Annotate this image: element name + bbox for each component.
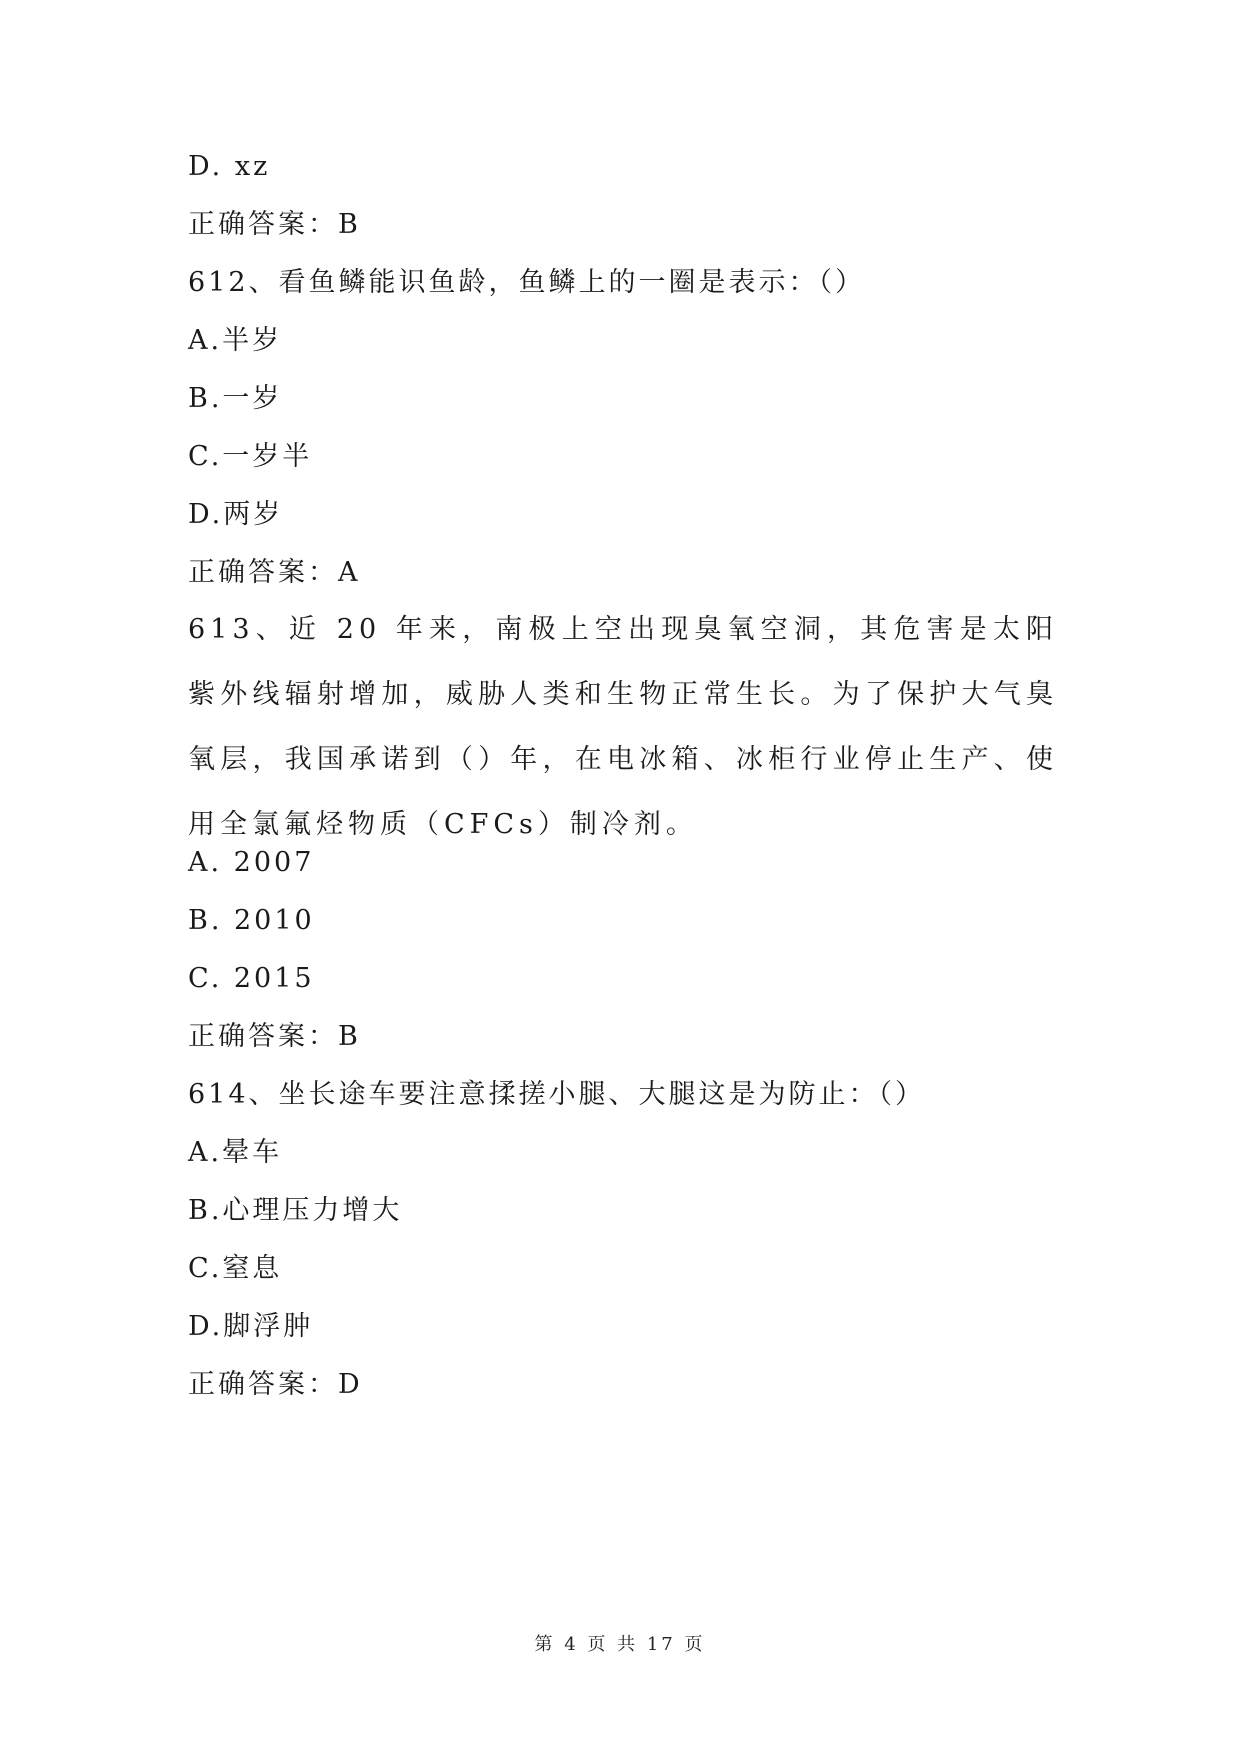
- page-footer: 第 4 页 共 17 页: [534, 1634, 706, 1655]
- answer-612: 正确答案：A: [188, 557, 361, 588]
- question-614-option-a: A.晕车: [188, 1137, 283, 1168]
- question-613-option-a: A. 2007: [188, 847, 315, 878]
- question-612: 612、看鱼鳞能识鱼龄，鱼鳞上的一圈是表示：（）: [188, 267, 866, 298]
- answer-614: 正确答案：D: [188, 1369, 363, 1400]
- question-612-option-a: A.半岁: [188, 325, 283, 356]
- question-614-option-c: C.窒息: [188, 1253, 283, 1284]
- question-612-option-d: D.两岁: [188, 499, 284, 530]
- answer-613: 正确答案：B: [188, 1021, 361, 1052]
- question-614-option-b: B.心理压力增大: [188, 1195, 403, 1226]
- option-d-prev-question: D. xz: [188, 151, 271, 182]
- question-614: 614、坐长途车要注意揉搓小腿、大腿这是为防止：（）: [188, 1079, 926, 1110]
- answer-611: 正确答案：B: [188, 209, 361, 240]
- question-613: 613、近 20 年来，南极上空出现臭氧空洞，其危害是太阳紫外线辐射增加，威胁人类和生物正常生长。为了保护大气臭氧层，我国承诺到（）年，在电冰箱、冰柜行业停止生产、使用全氯氟烃物质（CFCs）制冷剂。: [188, 614, 1058, 840]
- question-612-option-b: B.一岁: [188, 383, 283, 414]
- question-612-option-c: C.一岁半: [188, 441, 313, 472]
- question-613-option-c: C. 2015: [188, 963, 315, 994]
- question-614-option-d: D.脚浮肿: [188, 1311, 314, 1342]
- question-613-option-b: B. 2010: [188, 905, 315, 936]
